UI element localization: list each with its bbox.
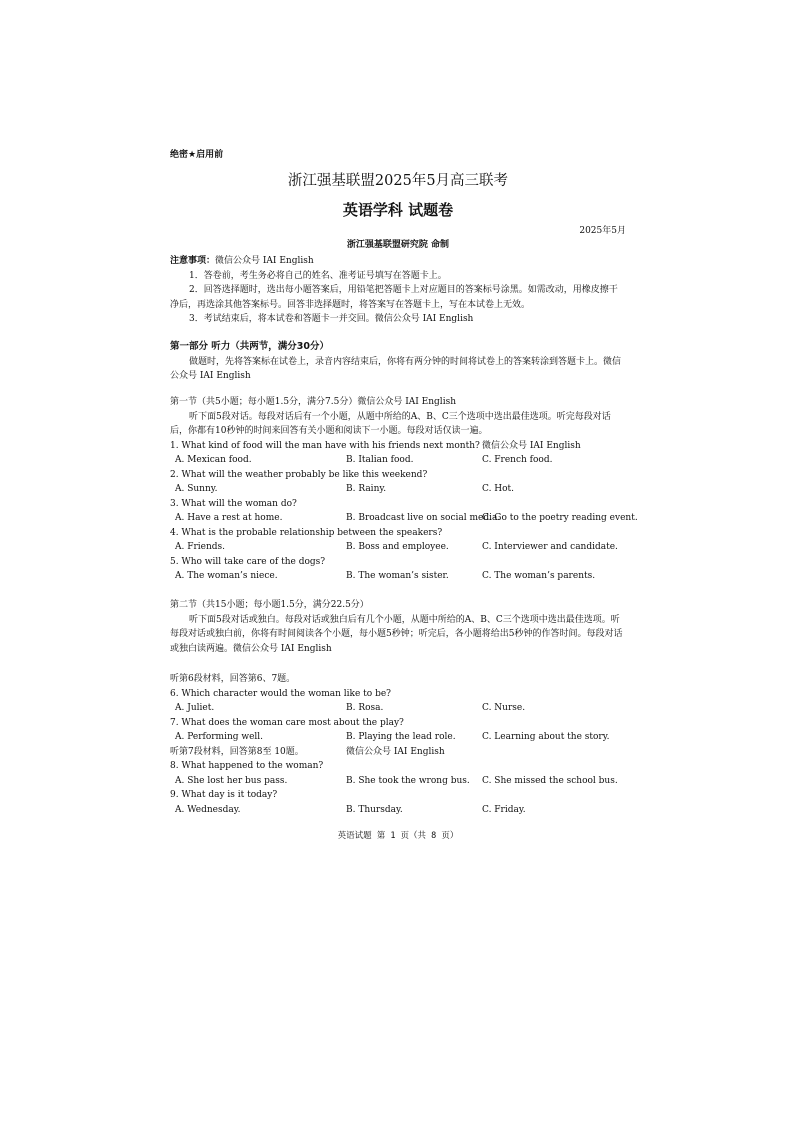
question-6-options — [170, 701, 626, 716]
note-item-3: 3．考试结束后，将本试卷和答题卡一并交回。微信公众号 IAI English — [189, 314, 474, 324]
exam-date: 2025年5月 — [579, 226, 626, 236]
option-b: B. Boss and employee. — [346, 542, 449, 552]
note-item-1: 1．答卷前，考生务必将自己的姓名、准考证号填写在答题卡上。 — [189, 270, 447, 281]
question-4-options — [170, 540, 626, 555]
option-a: A. Mexican food. — [175, 455, 252, 465]
confidential-mark: 绝密★启用前 — [170, 150, 224, 160]
option-a: A. Friends. — [175, 542, 226, 552]
option-a: A. She lost her bus pass. — [175, 775, 288, 786]
question-8: 8. What happened to the woman? — [170, 761, 324, 771]
option-c: C. The woman’s parents. — [482, 571, 596, 581]
section-1-intro: 听下面5段对话。每段对话后有一个小题，从题中所给的A、B、C三个选项中选出最佳选项。听完每段对话后，你都有10秒钟的时间来回答有关小题和阅读下一小题。每段对话仅读一遍。 — [170, 411, 611, 436]
section-2-intro: 听下面5段对话或独白。每段对话或独白后有几个小题，从题中所给的A、B、C三个选项中选出最佳选项。听每段对话或独白前，你将有时间阅读各个小题，每小题5秒钟；听完后，各小题将给出5秒钟的作答时间。每段对话或独白读两遍。微信公众号 IAI English — [170, 614, 623, 654]
section-1 — [170, 395, 638, 584]
option-c: C. French food. — [482, 455, 553, 465]
part-1-heading: 第一部分 听力（共两节，满分30分） — [170, 341, 330, 352]
question-7: 7. What does the woman care most about the play? — [170, 717, 404, 728]
option-b: B. The woman’s sister. — [346, 571, 449, 581]
material-7-note: 听第7段材料，回答第8至 10题。 微信公众号 IAI English — [170, 745, 626, 760]
option-b: B. She took the wrong bus. — [346, 775, 470, 786]
question-9: 9. What day is it today? — [170, 790, 278, 800]
part-1 — [170, 340, 626, 384]
question-5-options — [170, 569, 626, 584]
question-1: 1. What kind of food will the man have with his friends next month? 微信公众号 IAI English — [170, 439, 626, 454]
notes-heading: 注意事项：微信公众号 IAI English — [170, 256, 314, 266]
option-c: C. She missed the school bus. — [482, 775, 618, 786]
option-c: C. Interviewer and candidate. — [482, 542, 618, 552]
option-a: A. Have a rest at home. — [175, 513, 283, 523]
watermark-text: 微信公众号 IAI English — [346, 746, 445, 757]
exam-title: 浙江强基联盟2025年5月高三联考 — [287, 173, 509, 189]
question-7-options — [170, 730, 626, 745]
option-b: B. Thursday. — [346, 804, 403, 815]
part-1-intro: 做题时，先将答案标在试卷上，录音内容结束后，你将有两分钟的时间将试卷上的答案转涂到答题卡上。微信公众号 IAI English — [170, 356, 622, 381]
note-item-2: 2．回答选择题时，选出每小题答案后，用铅笔把答题卡上对应题目的答案标号涂黑。如需改动，用橡皮擦干净后，再选涂其他答案标号。回答非选择题时，将答案写在答题卡上，写在本试卷上无效。 — [170, 285, 618, 310]
section-1-heading: 第一节（共5小题；每小题1.5分，满分7.5分）微信公众号 IAI English — [170, 397, 456, 407]
page-footer: 英语试题 第 1 页（共 8 页） — [337, 831, 459, 841]
option-b: B. Rosa. — [346, 703, 384, 713]
question-2: 2. What will the weather probably be like this weekend? — [170, 469, 428, 480]
option-c: C. Go to the poetry reading event. — [482, 513, 638, 523]
option-c: C. Learning about the story. — [482, 732, 610, 742]
option-a: A. Sunny. — [175, 484, 218, 494]
option-c: C. Nurse. — [482, 703, 526, 713]
notes-section — [170, 254, 626, 327]
question-3-options — [170, 511, 638, 526]
option-a: A. The woman’s niece. — [175, 571, 278, 581]
watermark-text: 微信公众号 IAI English — [482, 440, 581, 451]
question-6: 6. Which character would the woman like to be? — [170, 688, 391, 699]
question-8-options — [170, 774, 626, 789]
question-1-options — [170, 453, 626, 468]
option-a: A. Performing well. — [175, 732, 264, 742]
option-b: B. Playing the lead role. — [346, 732, 456, 742]
section-2 — [170, 598, 626, 656]
material-6-note: 听第6段材料，回答第6、7题。 — [170, 674, 296, 684]
option-b: B. Rainy. — [346, 484, 387, 494]
option-b: B. Broadcast live on social media. — [346, 513, 501, 523]
question-9-options — [170, 803, 626, 818]
question-4: 4. What is the probable relationship between the speakers? — [170, 527, 443, 538]
option-c: C. Friday. — [482, 804, 526, 815]
question-5: 5. Who will take care of the dogs? — [170, 556, 326, 567]
question-2-options — [170, 482, 626, 497]
section-2-questions — [170, 672, 626, 817]
section-2-heading: 第二节（共15小题；每小题1.5分，满分22.5分） — [170, 600, 369, 610]
option-b: B. Italian food. — [346, 455, 414, 465]
question-3: 3. What will the woman do? — [170, 498, 297, 509]
exam-issuer: 浙江强基联盟研究院 命制 — [346, 240, 450, 250]
option-a: A. Juliet. — [175, 703, 215, 713]
option-a: A. Wednesday. — [175, 804, 241, 815]
option-c: C. Hot. — [482, 484, 515, 494]
exam-subtitle: 英语学科 试题卷 — [342, 201, 454, 219]
